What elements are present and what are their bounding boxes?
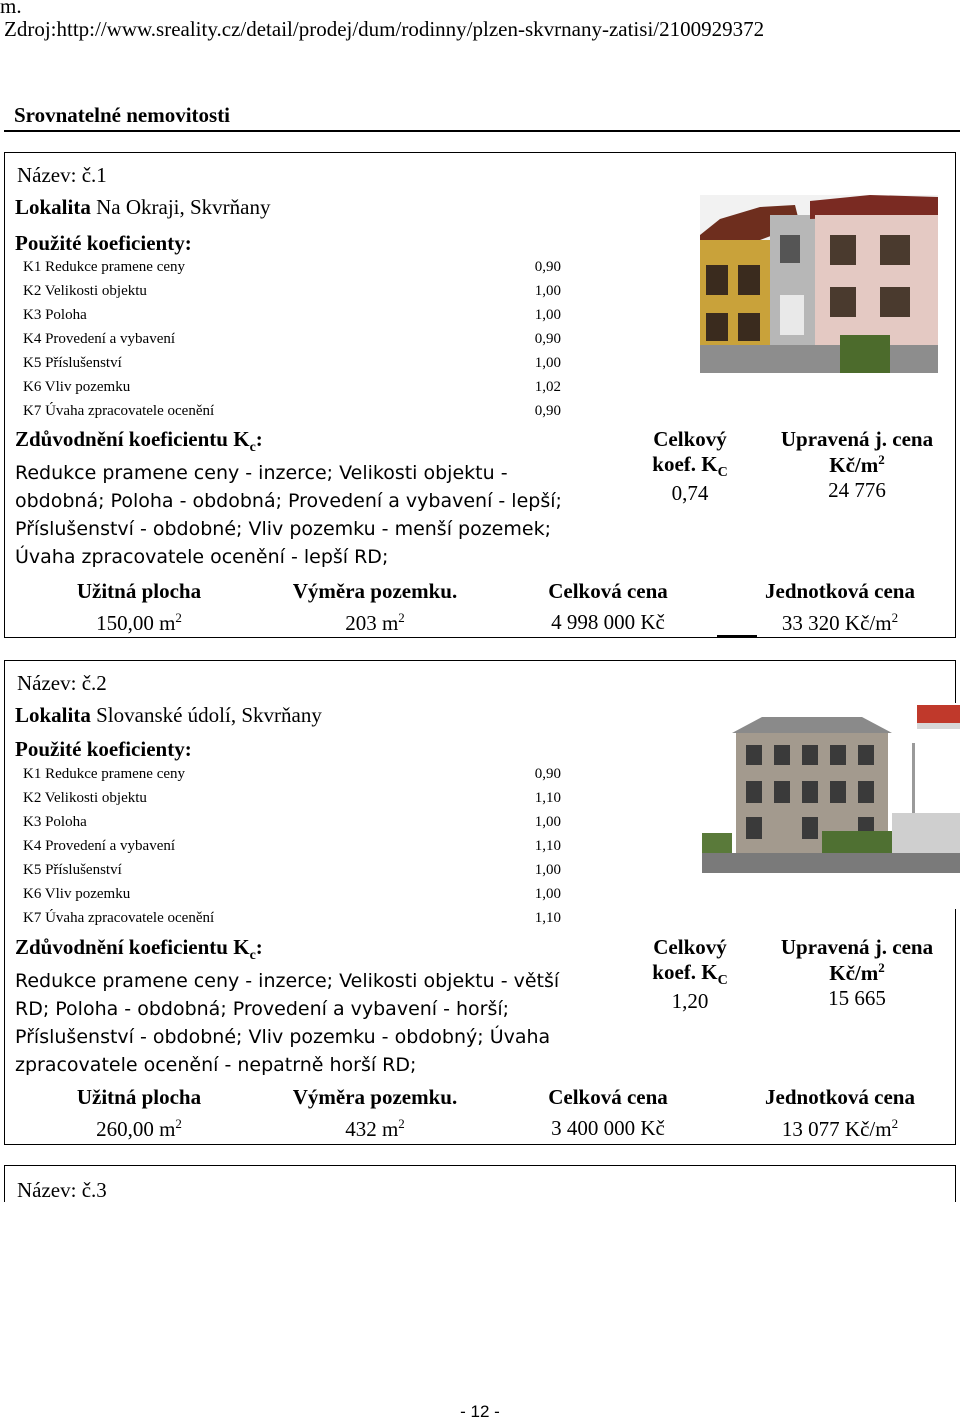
- coefficient-row: K5 Příslušenství 1,00: [23, 355, 561, 371]
- section-title: Srovnatelné nemovitosti: [14, 103, 231, 127]
- property-photo-2: [702, 703, 960, 909]
- coefficient-table: [23, 259, 563, 427]
- property-location: Lokalita Slovanské údolí, Skvrňany: [15, 703, 322, 727]
- property-photo-1: [700, 195, 938, 373]
- coefficient-row: K6 Vliv pozemku 1,02: [23, 379, 561, 395]
- section-divider: [4, 130, 960, 132]
- coefficient-row: K7 Úvaha zpracovatele ocenění 0,90: [23, 403, 561, 419]
- total-price: Celková cena 3 400 000 Kč: [548, 1085, 668, 1140]
- property-location: Lokalita Na Okraji, Skvrňany: [15, 195, 271, 219]
- adjusted-unit-price: Upravená j. cena $Kč/m^2$ 15 665: [757, 935, 957, 1011]
- property-card-1: [4, 152, 956, 638]
- footer-rule: [717, 635, 757, 637]
- source-url: Zdroj:http://www.sreality.cz/detail/prodej/dum/rodinny/plzen-skvrnany-zatisi/2100929372: [4, 17, 765, 41]
- property-number: Název: č.1: [17, 163, 107, 187]
- coefficient-row: K2 Velikosti objektu 1,10: [23, 790, 561, 806]
- header-m-label: m.: [0, 0, 22, 18]
- property-card-2: [4, 660, 956, 1145]
- adjusted-unit-price-value: 15 665: [828, 986, 886, 1010]
- page-number: - 12 -: [460, 1402, 500, 1421]
- plot-area: Výměra pozemku. 432 $m^2$: [292, 1085, 458, 1141]
- usable-area: Užitná plocha 260,00 $m^2$: [76, 1085, 202, 1141]
- coefficient-row: K5 Příslušenství 1,00: [23, 862, 561, 878]
- coefficient-row: K4 Provedení a vybavení 1,10: [23, 838, 561, 854]
- coefficient-row: K3 Poloha 1,00: [23, 307, 561, 323]
- coefficient-row: K3 Poloha 1,00: [23, 814, 561, 830]
- property-number: Název: č.2: [17, 671, 107, 695]
- adjusted-unit-price-value: 24 776: [828, 478, 886, 502]
- coefficients-heading: Použité koeficienty:: [15, 231, 192, 255]
- justification-text: Redukce pramene ceny - inzerce; Velikosti objektu - obdobná; Poloha - obdobná; Provedení a vybavení - lepší; Příslušenství - obdobné; Vliv pozemku - menší pozemek; Úvaha zpracovatele ocenění - lepší RD;: [15, 462, 562, 568]
- total-coefficient-value: 0,74: [671, 481, 709, 506]
- plot-area: Výměra pozemku. 203 $m^2$: [292, 579, 458, 635]
- coefficient-row: K1 Redukce pramene ceny 0,90: [23, 259, 561, 275]
- justification-heading: Zdůvodnění koeficientu $K_c$:: [15, 935, 263, 964]
- coefficient-row: K4 Provedení a vybavení 0,90: [23, 331, 561, 347]
- coefficient-row: K1 Redukce pramene ceny 0,90: [23, 766, 561, 782]
- unit-price: Jednotková cena 13 077 $Kč/m^2$: [765, 1085, 915, 1141]
- total-coefficient: Celkový koef. $K_C$ 1,20: [625, 935, 755, 1014]
- justification-text: Redukce pramene ceny - inzerce; Velikosti objektu - větší RD; Poloha - obdobná; Provedení a vybavení - horší; Příslušenství - obdobné; Vliv pozemku - obdobný; Úvaha zpracovatele ocenění - nepatrně horší RD;: [15, 970, 560, 1076]
- total-coefficient: Celkový koef. $K_C$ 0,74: [625, 427, 755, 506]
- coefficient-row: K2 Velikosti objektu 1,00: [23, 283, 561, 299]
- unit-price: Jednotková cena 33 320 $Kč/m^2$: [765, 579, 915, 635]
- usable-area: Užitná plocha 150,00 $m^2$: [76, 579, 202, 635]
- justification-heading: Zdůvodnění koeficientu $K_c$:: [15, 427, 263, 456]
- coefficient-row: K6 Vliv pozemku 1,00: [23, 886, 561, 902]
- page-cut: [4, 1202, 956, 1204]
- total-price: Celková cena 4 998 000 Kč: [548, 579, 668, 634]
- property-card-3: [4, 1165, 956, 1203]
- coefficient-row: K7 Úvaha zpracovatele ocenění 1,10: [23, 910, 561, 926]
- property-number: Název: č.3: [17, 1178, 107, 1202]
- coefficients-heading: Použité koeficienty:: [15, 737, 192, 761]
- coefficient-table: [23, 766, 563, 934]
- total-coefficient-value: 1,20: [671, 989, 709, 1014]
- adjusted-unit-price: Upravená j. cena $Kč/m^2$ 24 776: [757, 427, 957, 503]
